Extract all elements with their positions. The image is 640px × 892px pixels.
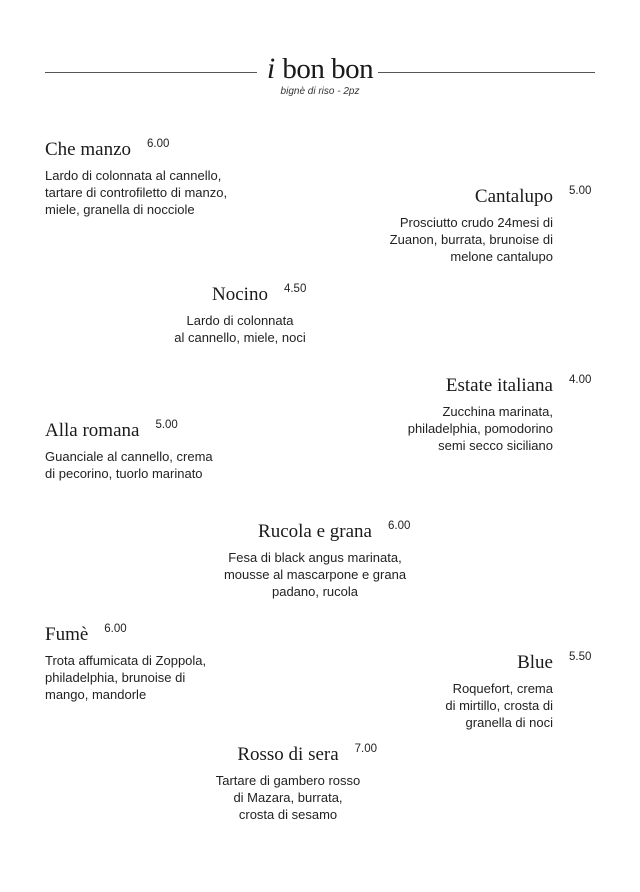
menu-item bbox=[223, 520, 411, 600]
item-price: 6.00 bbox=[387, 520, 411, 532]
item-price: 7.00 bbox=[354, 743, 378, 755]
item-name: Cantalupo bbox=[474, 186, 553, 207]
menu-item bbox=[45, 420, 213, 482]
item-price: 6.00 bbox=[147, 138, 170, 150]
item-description: Roquefort, crema di mirtillo, crosta di granella di noci bbox=[445, 681, 553, 730]
item-description: Guanciale al cannello, crema di pecorino, tuorlo marinato bbox=[45, 449, 213, 481]
item-description: Lardo di colonnata al cannello, miele, noci bbox=[174, 313, 306, 345]
item-price: 4.00 bbox=[569, 374, 592, 386]
item-description: Prosciutto crudo 24mesi di Zuanon, burrata, brunoise di melone cantalupo bbox=[389, 215, 553, 264]
item-name: Alla romana bbox=[45, 420, 140, 441]
menu-item bbox=[215, 743, 378, 823]
menu-item bbox=[174, 284, 306, 346]
title-text: bon bon bbox=[282, 53, 374, 85]
item-name: Rosso di sera bbox=[237, 744, 339, 765]
menu-item bbox=[45, 139, 227, 218]
item-name: Fumè bbox=[45, 624, 89, 645]
item-name: Che manzo bbox=[45, 139, 132, 160]
item-name: Rucola e grana bbox=[258, 521, 372, 542]
item-name: Nocino bbox=[212, 284, 268, 305]
page-title bbox=[0, 52, 640, 86]
item-price: 5.50 bbox=[569, 651, 592, 663]
item-description: Lardo di colonnata al cannello, tartare di controfiletto di manzo, miele, granella di nocciole bbox=[45, 168, 228, 217]
item-description: Trota affumicata di Zoppola, philadelphia, brunoise di mango, mandorle bbox=[45, 653, 207, 702]
page-subtitle: bignè di riso - 2pz bbox=[280, 86, 360, 97]
item-price: 6.00 bbox=[104, 623, 127, 635]
item-name: Blue bbox=[517, 652, 553, 673]
item-price: 5.00 bbox=[569, 185, 592, 197]
menu-item bbox=[389, 185, 592, 265]
menu-item bbox=[45, 624, 206, 703]
item-description: Tartare di gambero rosso di Mazara, burrata, crosta di sesamo bbox=[215, 773, 361, 822]
item-price: 4.50 bbox=[283, 283, 307, 295]
item-price: 5.00 bbox=[155, 419, 178, 431]
item-name: Estate italiana bbox=[445, 375, 553, 396]
menu-item bbox=[445, 651, 592, 731]
item-description: Zucchina marinata, philadelphia, pomodorino semi secco siciliano bbox=[407, 404, 553, 453]
item-description: Fesa di black angus marinata, mousse al mascarpone e grana padano, rucola bbox=[223, 550, 407, 599]
menu-item bbox=[407, 374, 592, 454]
title-prefix: i bbox=[266, 52, 275, 85]
